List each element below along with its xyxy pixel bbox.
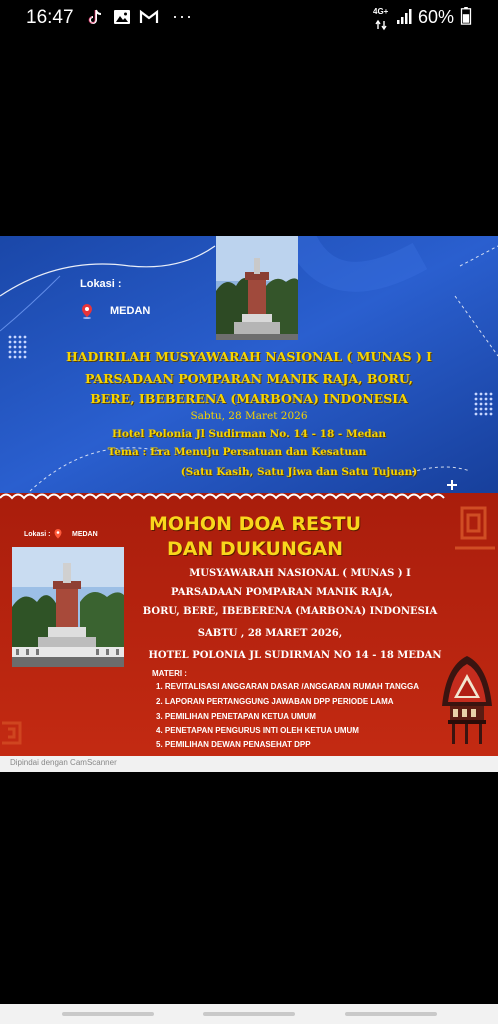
doa-restu-banner: [0, 493, 498, 756]
invitation-title-line3: BERE, IBEBERENA (MARBONA) INDONESIA: [90, 391, 408, 406]
lokasi-city: MEDAN: [110, 305, 151, 317]
event-date: Sabtu, 28 Maret 2026: [190, 410, 308, 422]
heading-mohon-doa: MOHON DOA RESTU: [148, 513, 362, 535]
status-bar: [0, 0, 498, 36]
event-venue: Hotel Polonia Jl Sudirman No. 14 - 18 - Medan: [111, 428, 387, 440]
battery-icon: [460, 7, 472, 25]
data-arrows-icon: [374, 16, 390, 34]
invitation-title-line2: PARSADAAN POMPARAN MANIK RAJA, BORU,: [84, 371, 414, 386]
materi-label: MATERI :: [152, 669, 187, 678]
lokasi-label: Lokasi :: [24, 531, 51, 538]
munas-line1: MUSYAWARAH NASIONAL ( MUNAS ) I: [189, 568, 411, 579]
lokasi-city: MEDAN: [72, 531, 98, 538]
materi-item: 3. PEMILIHAN PENETAPAN KETUA UMUM: [156, 712, 316, 721]
event-theme: Tema : Era Menuju Persatuan dan Kesatuan: [107, 446, 367, 458]
more-notifications: ···: [172, 6, 193, 26]
location-pin-icon: [53, 528, 63, 540]
tiktok-icon: [86, 8, 104, 26]
navigation-bar: [0, 1004, 498, 1024]
event-motto: (Satu Kasih, Satu Jiwa dan Satu Tujuan): [180, 466, 418, 478]
scanner-watermark: [0, 756, 498, 772]
batak-house-icon: [440, 656, 494, 750]
munas-line3: BORU, BERE, IBEBERENA (MARBONA) INDONESIA: [142, 606, 438, 617]
materi-item: 5. PEMILIHAN DEWAN PENASEHAT DPP: [156, 740, 311, 749]
battery-percent: 60%: [418, 7, 455, 27]
recent-apps-button[interactable]: [62, 1012, 154, 1016]
event-date: SABTU , 28 MARET 2026,: [197, 628, 343, 639]
materi-item: 2. LAPORAN PERTANGGUNG JAWABAN DPP PERIODE LAMA: [156, 697, 394, 706]
event-venue: HOTEL POLONIA JL SUDIRMAN NO 14 - 18 MEDAN: [148, 650, 442, 661]
back-button[interactable]: [345, 1012, 437, 1016]
home-button[interactable]: [203, 1012, 295, 1016]
scanner-watermark-text: Dipindai dengan CamScanner: [10, 758, 117, 767]
mail-icon: [139, 8, 159, 26]
materi-item: 1. REVITALISASI ANGGARAN DASAR /ANGGARAN RUMAH TANGGA: [156, 682, 419, 691]
location-pin-icon: [80, 303, 94, 319]
signal-icon: [396, 8, 412, 26]
munas-line2: PARSADAAN POMPARAN MANIK RAJA,: [170, 587, 394, 598]
materi-item: 4. PENETAPAN PENGURUS INTI OLEH KETUA UMUM: [156, 726, 359, 735]
munas-invitation-banner: [0, 236, 498, 493]
gallery-icon: [113, 8, 131, 26]
network-type: 4G+: [373, 7, 389, 16]
lokasi-label: Lokasi :: [80, 278, 122, 290]
heading-dukungan: DAN DUKUNGAN: [166, 538, 344, 560]
monument-photo: [216, 236, 298, 340]
invitation-title-line1: HADIRILAH MUSYAWARAH NASIONAL ( MUNAS ) I: [65, 349, 432, 364]
monument-photo: [12, 547, 124, 667]
status-time: 16:47: [26, 7, 74, 28]
